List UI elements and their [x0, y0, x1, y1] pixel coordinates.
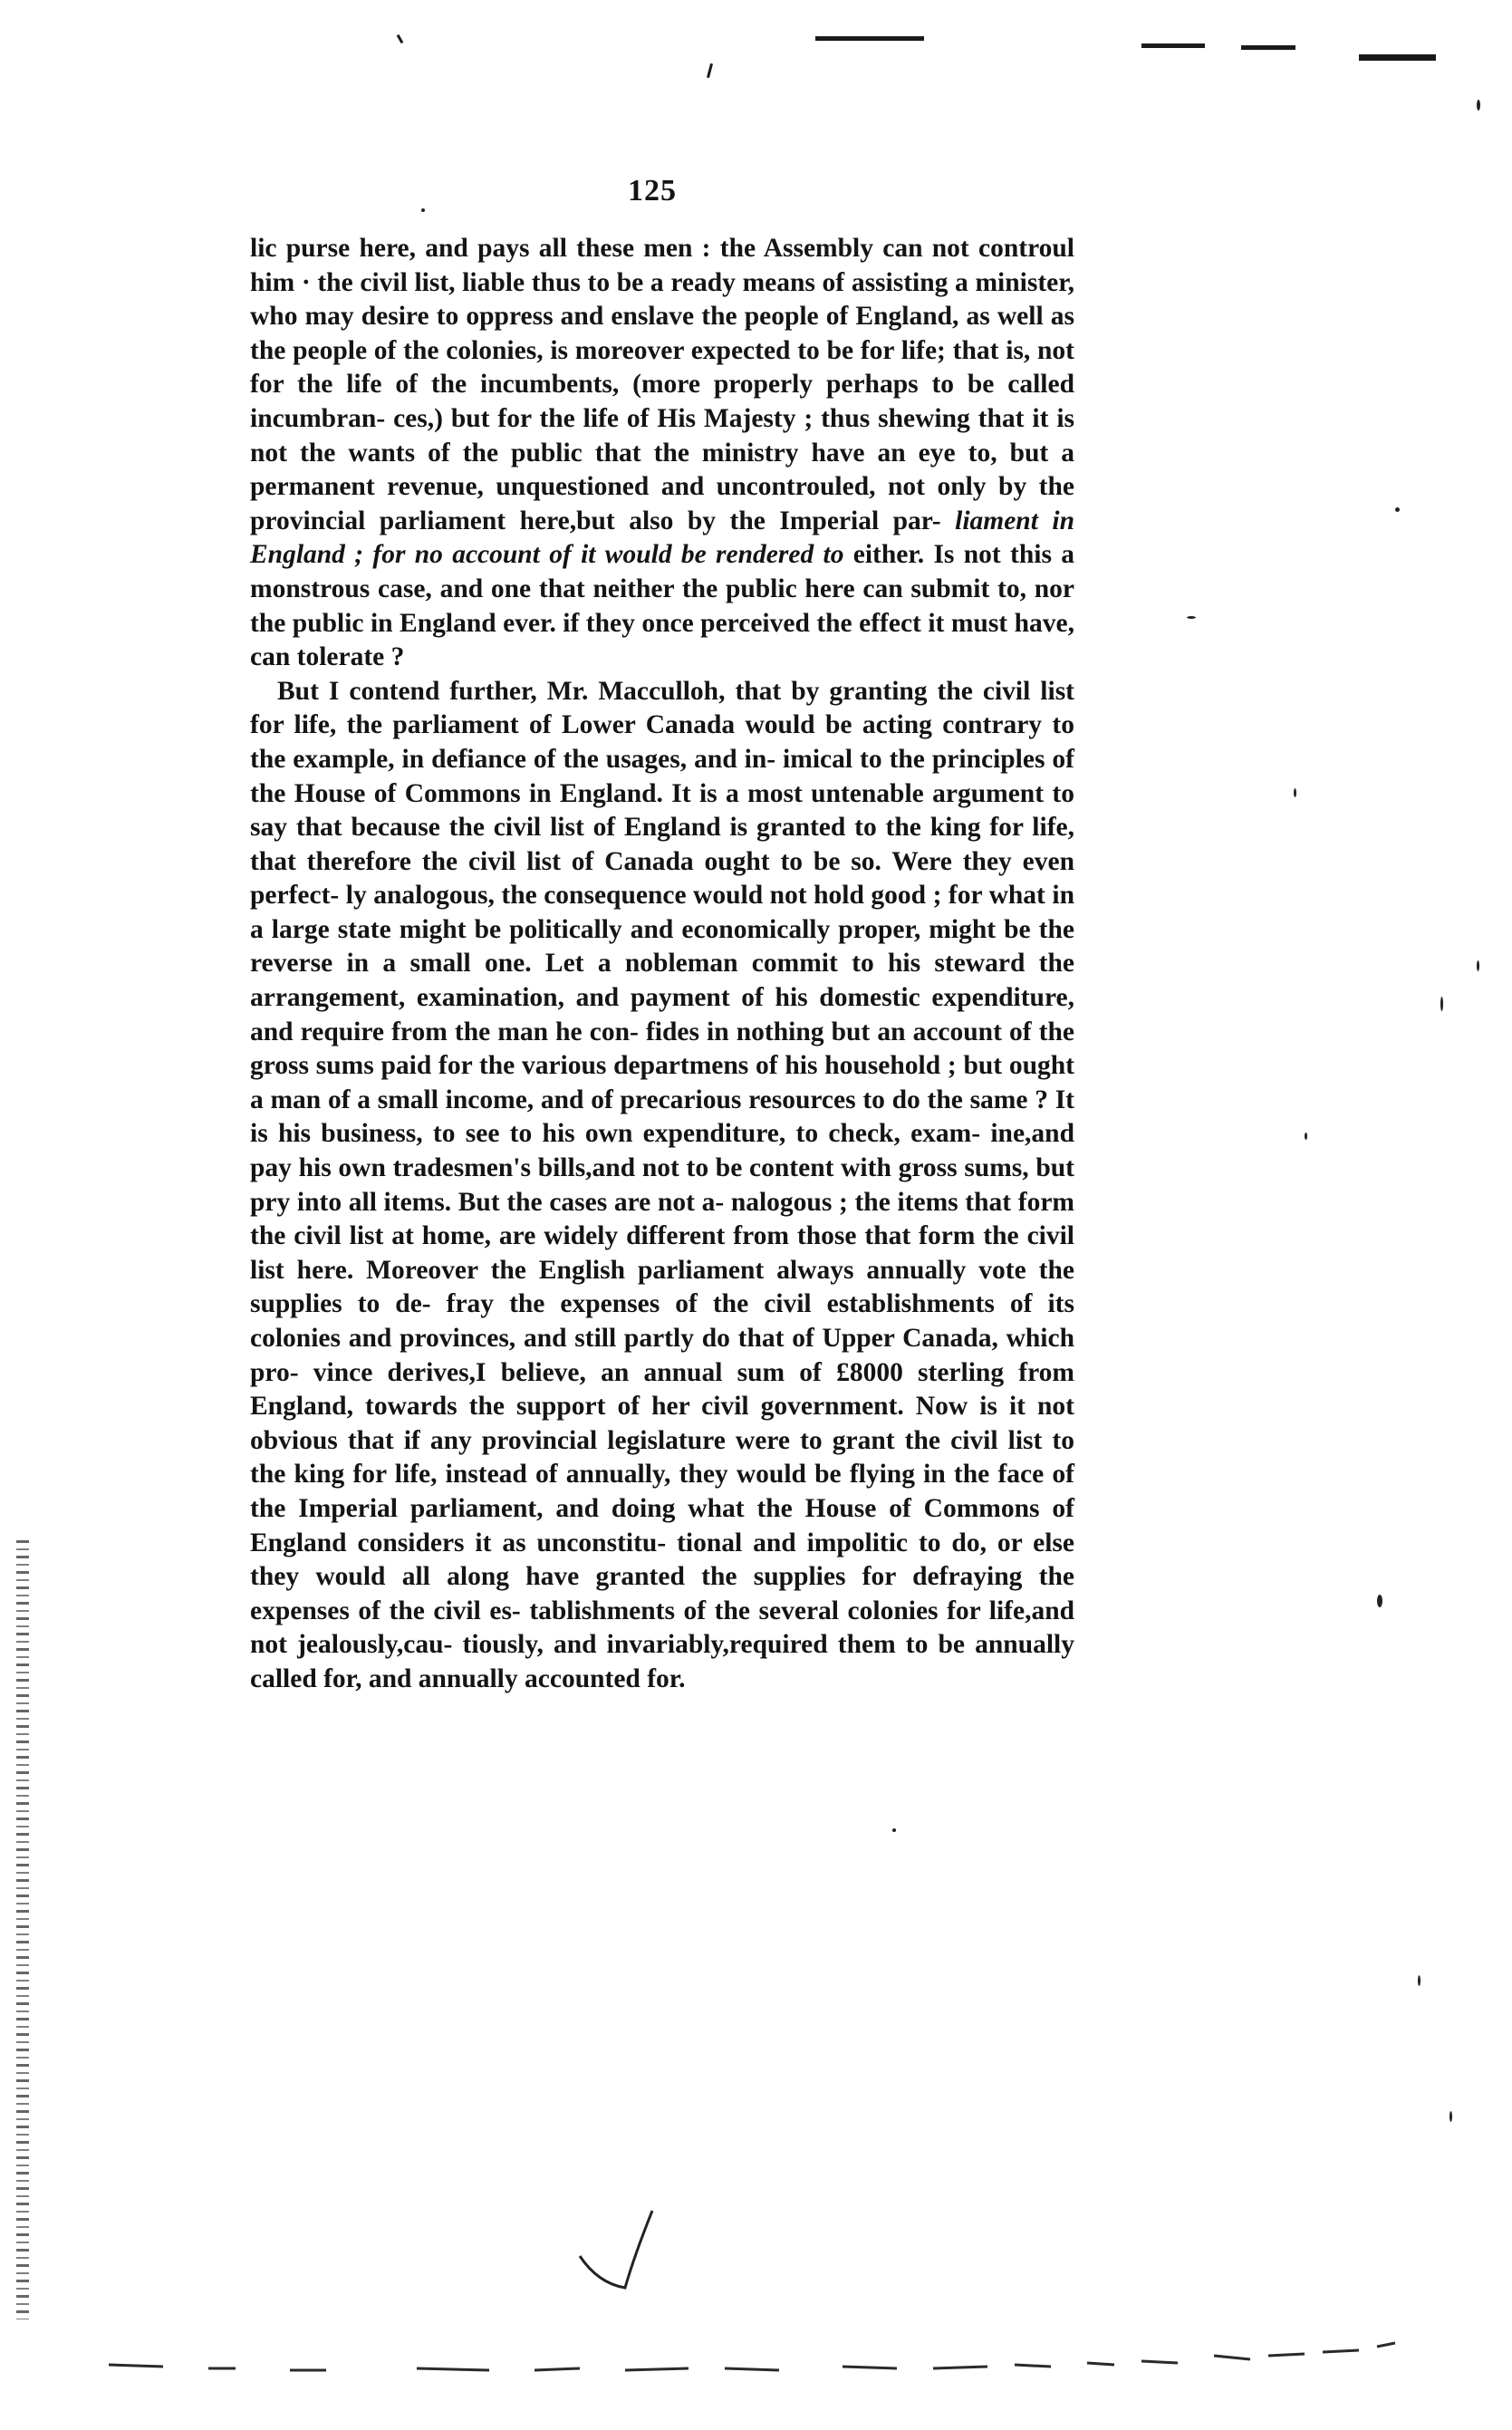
- text-line: and annually accounted for.: [368, 1663, 686, 1693]
- text-line: fides in nothing but an account of the gross sums paid for the: [250, 1017, 1075, 1081]
- text-line: they once perceived the effect it must have, can tolerate ?: [250, 608, 1074, 672]
- text-line: incumbents, (more properly perhaps to be called incumbran-: [250, 370, 1074, 433]
- text-line: the civil list to the king for life, instead of annually, they would: [250, 1425, 1074, 1490]
- text-line: list of England is granted to the king for life, that therefore the: [250, 813, 1074, 876]
- text-line: England, towards the support of her civil government. Now: [250, 1392, 980, 1422]
- scan-mark-top: [707, 63, 713, 78]
- text-line: small income, and of precarious resources to do the same ? It: [377, 1085, 1074, 1114]
- text-line: the English parliament always annually vote the supplies to de-: [250, 1255, 1074, 1319]
- scan-speck: [1477, 960, 1479, 971]
- text-line: nalogous ; the items that form the civil list at home, are widely: [250, 1187, 1074, 1251]
- text-line: ine,and pay his own tradesmen's bills,and not to be content with: [250, 1119, 1074, 1183]
- text-line: permanent revenue, unquestioned and uncontrouled, not only: [250, 472, 999, 502]
- text-line: is it not obvious that if any provincial legislature were to grant: [250, 1392, 1074, 1455]
- scan-mark-top: [1359, 54, 1436, 61]
- text-line: by the provincial parliament here,but also by the Imperial par-: [250, 472, 1074, 535]
- scan-speck: [421, 208, 425, 212]
- text-line: granted the supplies for defraying the expenses of the civil es-: [250, 1562, 1074, 1625]
- scan-speck: [1305, 1133, 1307, 1140]
- scan-mark-top: [815, 36, 924, 41]
- scan-binding-edge: [16, 1540, 29, 2319]
- text-line: provinces, and still partly do that of Upper Canada, which pro-: [250, 1324, 1074, 1387]
- text-line: might be the reverse in a small one. Let a nobleman commit: [250, 914, 1074, 979]
- text-line: tablishments of the several colonies for life,and not jealously,cau-: [250, 1596, 1075, 1660]
- text-line: vince derives,I believe, an annual sum of £8000 sterling from: [313, 1357, 1074, 1387]
- text-line: in a large state might be politically and economically proper,: [250, 881, 1074, 944]
- text-line: is his business, to see to his own expenditure, to check, exam-: [250, 1119, 991, 1149]
- text-line: various departmens of his household ; but ought a man of a: [250, 1051, 1074, 1114]
- paragraph-2: [250, 675, 1074, 1697]
- text-line: ly analogous, the consequence would not hold good ; for what: [345, 881, 1053, 911]
- text-line: tional and impolitic to do, or else they would all along have: [250, 1528, 1074, 1592]
- text-line: lic purse here, and pays all these men : the Assembly can not: [250, 234, 978, 263]
- text-line: tiously, and invariably,required them to be annually called for,: [250, 1630, 1075, 1693]
- text-line: It is a most untenable argument to say that because the civil: [250, 778, 1074, 843]
- scan-speck: [1294, 788, 1296, 797]
- text-line: imical to the principles of the House of Commons in England.: [250, 744, 1075, 808]
- paragraph-1: [250, 232, 1074, 675]
- scan-speck: [1377, 1595, 1382, 1607]
- text-line: fray the expenses of the civil establishments of its colonies and: [250, 1289, 1074, 1353]
- scan-speck: [1187, 616, 1196, 619]
- body-text: [250, 232, 1074, 1697]
- scan-stroke: [562, 2193, 670, 2338]
- scan-speck: [1449, 2111, 1452, 2122]
- text-line: his domestic expenditure, and require from the man he con-: [250, 983, 1074, 1046]
- text-line: people of England, as well as the people of the colonies, is: [250, 302, 1074, 365]
- scan-speck: [1395, 507, 1400, 512]
- text-line: different from those that form the civil list here. Moreover: [250, 1221, 1074, 1285]
- scan-speck: [1440, 997, 1443, 1011]
- text-line: liament in England ; for no account of it would be rendered to: [250, 506, 1075, 570]
- scan-speck: [1418, 1975, 1421, 1986]
- text-line: the House of Commons of England considers it as unconstitu-: [250, 1493, 1074, 1557]
- text-line: ces,) but for the life of His Majesty ; thus shewing that it is not: [250, 403, 1074, 468]
- scan-mark-top: [397, 34, 404, 43]
- text-line: to his steward the arrangement, examination, and payment of: [250, 949, 1075, 1013]
- text-line: acting contrary to the example, in defiance of the usages, and in-: [250, 710, 1074, 774]
- scan-speck: [892, 1828, 896, 1832]
- text-line: civil list of Canada ought to be so. Were they even perfect-: [250, 846, 1074, 911]
- text-line: moreover expected to be for life; that is, not for the life of the: [250, 335, 1074, 400]
- text-line: gross sums, but pry into all items. But the cases are not a-: [250, 1153, 1074, 1217]
- text-line: public here can submit to, nor the public in England ever. if: [250, 574, 1075, 638]
- text-line: be flying in the face of the Imperial parliament, and doing what: [250, 1460, 1074, 1523]
- scan-mark-top: [1241, 45, 1295, 50]
- scan-bottom-noise: [0, 2329, 1512, 2401]
- text-line: But I contend further, Mr. Macculloh, that by granting the: [277, 676, 983, 706]
- text-line: assisting a minister, who may desire to oppress and enslave the: [250, 267, 1075, 332]
- text-line: controul him · the civil list, liable thus to be a ready means of: [250, 234, 1074, 297]
- text-line: the wants of the public that the ministry have an eye to, but a: [300, 438, 1074, 468]
- scan-mark-top: [1141, 43, 1205, 48]
- page-number: 125: [628, 174, 677, 207]
- text-line: either. Is not this a monstrous case, and one that neither the: [250, 540, 1074, 603]
- text-line: civil list for life, the parliament of Lower Canada would be: [250, 676, 1074, 740]
- scan-speck: [1477, 100, 1480, 111]
